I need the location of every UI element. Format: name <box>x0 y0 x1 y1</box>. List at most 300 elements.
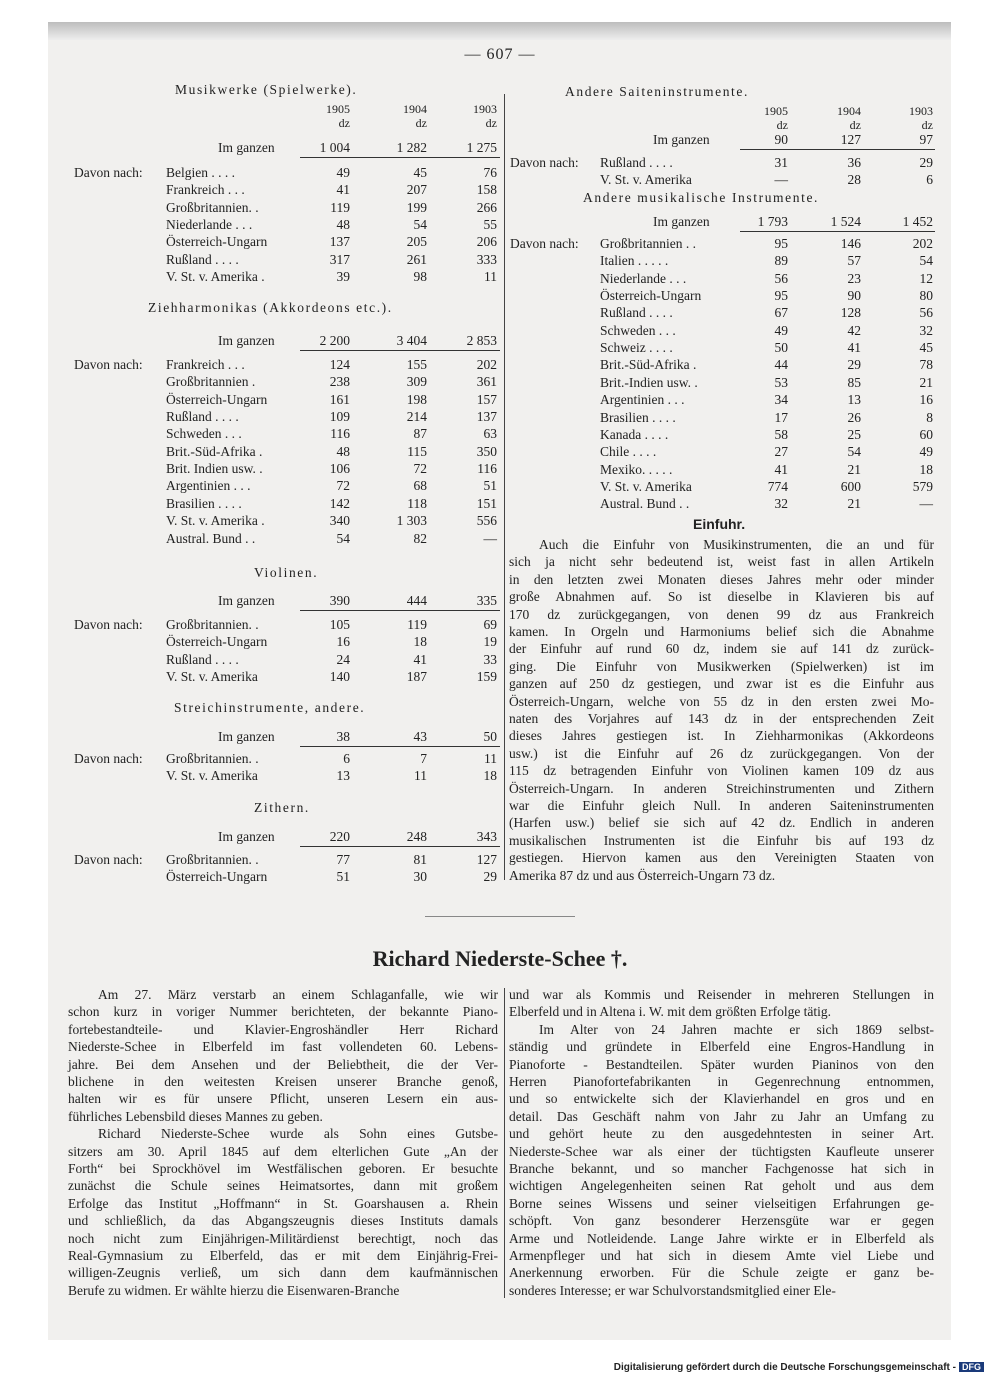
text-line: zunächst die Schule seines Heimatsortes, dann mit großem <box>68 1178 498 1194</box>
text-line: Anerkennung erworben. Für die Schule zeigte er ganz be- <box>509 1265 934 1281</box>
cell-value: 60 <box>919 426 933 442</box>
cell-value: 17 <box>774 409 788 425</box>
text-line: kamen. In Orgeln und Harmoniums belief sich die Abnahme <box>509 624 934 639</box>
country-label: Rußland . . . . <box>166 409 239 425</box>
total-value: 248 <box>406 829 427 844</box>
text-line: und gehört heute zu den ausgedehntesten in seiner Art. <box>509 1126 934 1142</box>
table-row <box>0 339 1000 356</box>
cell-value: 25 <box>847 426 861 442</box>
text-line: und so entwickelte sich der Klavierhandel en gros und en <box>509 1091 934 1107</box>
text-line: dieses Jahres gestiegen ist. In Ziehharmonikas (Akkordeons <box>509 728 934 744</box>
country-label: V. St. v. Amerika . <box>166 513 265 529</box>
cell-value: 29 <box>919 155 933 170</box>
country-label: Mexiko. . . . . <box>600 461 673 477</box>
davon-label: Davon nach: <box>74 165 143 180</box>
cell-value: 58 <box>774 426 788 442</box>
cell-value: 54 <box>919 253 933 269</box>
cell-value: 49 <box>774 322 788 338</box>
cell-value: 41 <box>847 340 861 356</box>
cell-value: 33 <box>483 651 497 667</box>
country-label: Argentinien . . . <box>600 392 685 408</box>
cell-value: 13 <box>847 392 861 408</box>
country-label: Rußland . . . . <box>166 651 239 667</box>
cell-value: 55 <box>483 217 497 233</box>
total-label: Im ganzen <box>218 333 275 348</box>
country-label: Schweden . . . <box>600 322 676 338</box>
country-label: Österreich-Ungarn <box>600 288 702 304</box>
total-value: 2 200 <box>319 333 350 348</box>
total-value: 90 <box>774 132 788 147</box>
cell-value: 57 <box>847 253 861 269</box>
cell-value: 48 <box>336 217 350 233</box>
cell-value: 41 <box>336 182 350 198</box>
dfg-logo: DFG <box>959 1362 984 1372</box>
cell-value: 95 <box>774 288 788 304</box>
country-label: Rußland . . . . <box>166 251 239 267</box>
text-line: Real-Gymnasium zu Elberfeld, das er mit dem Einjährig-Frei- <box>68 1248 498 1263</box>
text-line: gestiegen. Hiervon kamen aus den Vereinigten Staaten von <box>509 850 934 866</box>
table-title: Andere Saiteninstrumente. <box>565 84 749 99</box>
cell-value: 42 <box>847 322 861 338</box>
total-value: 1 004 <box>319 140 350 155</box>
table-rule <box>740 149 935 150</box>
cell-value: 109 <box>329 409 350 425</box>
cell-value: 579 <box>912 478 933 494</box>
cell-value: 8 <box>926 409 933 425</box>
unit-header: dz <box>776 118 788 132</box>
country-label: Austral. Bund . . <box>600 496 690 512</box>
table-row <box>0 391 1000 408</box>
cell-value: 72 <box>336 478 350 494</box>
total-label: Im ganzen <box>218 593 275 608</box>
text-line: Österreich-Ungarn. In anderen Streichinstrumenten und Zithern <box>509 780 934 796</box>
country-label: Brasilien . . . . <box>600 409 676 425</box>
table-row <box>0 512 1000 529</box>
table-row <box>0 287 1000 304</box>
cell-value: 34 <box>774 392 788 408</box>
cell-value: 67 <box>774 305 788 321</box>
cell-value: — <box>483 530 497 546</box>
cell-value: 21 <box>847 496 861 512</box>
year-header: 1904 <box>403 102 427 116</box>
text-line: 115 dz betragenden Einfuhr von Violinen kamen 109 dz aus <box>509 763 934 779</box>
cell-value: 206 <box>476 234 497 250</box>
text-line: Niederste-Schee in Elberfeld im fast vollendeten 60. Lebens- <box>68 1039 498 1055</box>
cell-value: 77 <box>336 852 350 867</box>
cell-value: 187 <box>406 669 427 685</box>
cell-value: 90 <box>847 288 861 304</box>
text-line: Herren Pianofortefabrikanten in Gegenrechnung entnommen, <box>509 1074 934 1089</box>
cell-value: 6 <box>926 172 933 188</box>
cell-value: 95 <box>774 236 788 251</box>
text-line: sitzers am 30. April 1845 auf dem elterlichen Gute „An der <box>68 1143 498 1159</box>
country-label: V. St. v. Amerika <box>600 478 692 494</box>
cell-value: 317 <box>329 251 350 267</box>
cell-value: 72 <box>413 461 427 477</box>
table-rule <box>300 610 500 611</box>
text-line: Österreich-Ungarn, welche von 55 dz in den ersten zwei Mo- <box>509 693 934 709</box>
davon-label: Davon nach: <box>510 236 579 251</box>
cell-value: 28 <box>847 172 861 188</box>
cell-value: 78 <box>919 357 933 373</box>
text-line: jahre. Bei dem Ansehen und der Beliebtheit, die der Ver- <box>68 1056 498 1072</box>
cell-value: 556 <box>476 513 497 529</box>
country-label: Rußland . . . . <box>600 305 673 321</box>
cell-value: 600 <box>840 478 861 494</box>
text-line: ganzen auf 250 dz gestiegen, und zwar ist es die Einfuhr aus <box>509 676 934 692</box>
total-value: 50 <box>483 729 497 744</box>
unit-header: dz <box>485 116 497 130</box>
total-value: 1 452 <box>902 214 933 229</box>
cell-value: 116 <box>330 426 350 442</box>
cell-value: 11 <box>414 768 427 784</box>
country-label: V. St. v. Amerika . <box>166 269 265 285</box>
total-value: 444 <box>406 593 427 608</box>
cell-value: 56 <box>774 270 788 286</box>
table-title: Violinen. <box>254 565 319 580</box>
table-title: Musikwerke (Spielwerke). <box>175 82 358 97</box>
cell-value: 63 <box>483 426 497 442</box>
country-label: Österreich-Ungarn <box>166 391 268 407</box>
cell-value: 85 <box>847 374 861 390</box>
country-label: Schweiz . . . . <box>600 340 673 356</box>
text-line: große Abnahmen auf. So ist dieselbe in Klavieren bis auf <box>509 589 934 605</box>
cell-value: 31 <box>774 155 788 170</box>
cell-value: 76 <box>483 165 497 180</box>
total-value: 43 <box>413 729 427 744</box>
total-value: 1 793 <box>757 214 788 229</box>
text-line: Auch die Einfuhr von Musikinstrumenten, die an und für <box>539 537 934 552</box>
country-label: Niederlande . . . <box>600 270 687 286</box>
cell-value: 45 <box>919 340 933 356</box>
cell-value: 50 <box>774 340 788 356</box>
cell-value: 41 <box>413 651 427 667</box>
table-row <box>0 374 1000 391</box>
cell-value: 146 <box>840 236 861 251</box>
year-header: 1905 <box>326 102 350 116</box>
text-line: war die Einfuhr gleich Null. In anderen Saiteninstrumenten <box>509 798 934 813</box>
country-label: Kanada . . . . <box>600 426 669 442</box>
table-row <box>0 356 1000 373</box>
cell-value: 124 <box>329 357 350 372</box>
scan-edge <box>48 22 951 40</box>
text-line: naten des Vorjahres auf 143 dz in der entsprechenden Zeit <box>509 711 934 726</box>
cell-value: 119 <box>407 617 427 632</box>
total-value: 220 <box>329 829 350 844</box>
cell-value: 54 <box>336 530 350 546</box>
country-label: Brit.-Indien usw. . <box>600 374 698 390</box>
text-line: Forth“ bei Sprockhövel im Westfälischen geboren. Er besuchte <box>68 1161 498 1176</box>
cell-value: 118 <box>407 495 427 511</box>
cell-value: 16 <box>919 392 933 408</box>
cell-value: 54 <box>847 444 861 460</box>
cell-value: 155 <box>406 357 427 372</box>
cell-value: 51 <box>336 869 350 885</box>
cell-value: 199 <box>406 199 427 215</box>
unit-header: dz <box>921 118 933 132</box>
cell-value: 1 303 <box>396 513 427 529</box>
cell-value: 39 <box>336 269 350 285</box>
cell-value: 19 <box>483 634 497 650</box>
country-label: V. St. v. Amerika <box>600 172 692 188</box>
table-rule <box>740 231 935 232</box>
cell-value: 207 <box>406 182 427 198</box>
year-header: 1903 <box>473 102 497 116</box>
text-line: schöpft. Von ganz besonderer Herzensgüte war er gegen <box>509 1213 934 1229</box>
table-row <box>0 426 1000 443</box>
table-row <box>0 304 1000 321</box>
cell-value: 48 <box>336 443 350 459</box>
text-line: halten wir es für unsere Pflicht, unseren Lesern ein aus- <box>68 1091 498 1107</box>
cell-value: 82 <box>413 530 427 546</box>
page-number: — 607 — <box>464 46 536 63</box>
country-label: Großbritannien . . <box>600 236 696 251</box>
total-value: 3 404 <box>396 333 427 348</box>
cell-value: 53 <box>774 374 788 390</box>
text-line: Niederste-Schee war als einer der tüchtigsten Kaufleute unserer <box>509 1143 934 1159</box>
table-row <box>0 235 1000 252</box>
country-label: Österreich-Ungarn <box>166 234 268 250</box>
total-value: 1 524 <box>830 214 861 229</box>
cell-value: 205 <box>406 234 427 250</box>
country-label: Brit. Indien usw. . <box>166 461 263 477</box>
country-label: Großbritannien. . <box>166 852 259 867</box>
text-line: Arme und Notleidende. Lange Jahre wirkte er in Elberfeld als <box>509 1230 934 1246</box>
cell-value: 115 <box>407 443 427 459</box>
cell-value: 68 <box>413 478 427 494</box>
table-title: Andere musikalische Instrumente. <box>583 190 820 205</box>
cell-value: 158 <box>476 182 497 198</box>
text-line: Borne seines Wissens und seiner vielseitigen Erfahrungen ge- <box>509 1195 934 1211</box>
cell-value: 361 <box>476 374 497 390</box>
text-line: Pianoforte - Bestandteilen. Später wurden Pianinos von den <box>509 1056 934 1072</box>
text-line: ständig und gründete in Elberfeld eine Engros-Handlung in <box>509 1039 934 1055</box>
cell-value: 54 <box>413 217 427 233</box>
article-title: Richard Niederste-Schee †. <box>372 946 628 971</box>
cell-value: 261 <box>406 251 427 267</box>
country-label: Brit.-Süd-Afrika . <box>600 357 697 373</box>
cell-value: 127 <box>476 852 497 867</box>
text-line: Amerika 87 dz und aus Österreich-Ungarn 73 dz. <box>509 867 776 883</box>
total-label: Im ganzen <box>653 214 710 229</box>
table-row <box>0 154 1000 171</box>
text-line: wichtigen Angelegenheiten seinen Rat geholt und aus dem <box>509 1178 934 1194</box>
total-label: Im ganzen <box>218 140 275 155</box>
total-value: 335 <box>476 593 497 608</box>
cell-value: 13 <box>336 768 350 784</box>
text-line: Branche bekannt, und so mancher Fachgenosse hat sich in <box>509 1161 934 1176</box>
cell-value: 11 <box>484 751 497 766</box>
cell-value: 6 <box>343 751 350 766</box>
unit-header: dz <box>338 116 350 130</box>
text-line: in den letzten zwei Monaten dieses Jahres mehr oder minder <box>509 571 934 587</box>
text-line: 170 dz zurückgegangen, von denen 99 dz aus Frankreich <box>509 606 934 622</box>
cell-value: 26 <box>847 409 861 425</box>
cell-value: 11 <box>484 269 497 285</box>
total-value: 127 <box>840 132 861 147</box>
total-value: 390 <box>329 593 350 608</box>
year-header: 1905 <box>764 104 788 118</box>
section-separator <box>425 916 575 917</box>
text-line: Richard Niederste-Schee wurde als Sohn eines Gutsbe- <box>98 1126 498 1142</box>
text-line: führliches Lebensbild dieses Mannes zu geben. <box>68 1108 323 1124</box>
table-row <box>0 322 1000 339</box>
country-label: Argentinien . . . <box>166 478 251 494</box>
cell-value: 116 <box>477 461 497 477</box>
text-line: ging. Die Einfuhr von Musikwerken (Spielwerken) ist im <box>509 658 934 674</box>
cell-value: 340 <box>329 513 350 529</box>
year-header: 1903 <box>909 104 933 118</box>
cell-value: 198 <box>406 391 427 407</box>
country-label: Belgien . . . . <box>166 165 235 180</box>
total-label: Im ganzen <box>218 829 275 844</box>
cell-value: 214 <box>406 409 427 425</box>
text-line: der Einfuhr auf rund 60 dz, indem sie auf 141 dz zurück- <box>509 641 934 657</box>
cell-value: 137 <box>476 409 497 425</box>
cell-value: 23 <box>847 270 861 286</box>
cell-value: 7 <box>420 751 427 766</box>
davon-label: Davon nach: <box>74 852 143 867</box>
davon-label: Davon nach: <box>510 155 579 170</box>
unit-header: dz <box>849 118 861 132</box>
cell-value: 18 <box>483 768 497 784</box>
table-row <box>0 478 1000 495</box>
country-label: V. St. v. Amerika <box>166 768 258 784</box>
cell-value: 128 <box>840 305 861 321</box>
text-line: fortebestandteile- und Klavier-Engroshändler Herr Richard <box>68 1021 498 1037</box>
text-line: noch nicht zum Einjährigen-Militärdienst berechtigt, noch das <box>68 1230 498 1246</box>
cell-value: 18 <box>919 461 933 477</box>
total-value: 1 282 <box>396 140 427 155</box>
footer-text: Digitalisierung gefördert durch die Deutsche Forschungsgemeinschaft - <box>613 1362 956 1373</box>
country-label: Frankreich . . . <box>166 357 245 372</box>
country-label: Italien . . . . . <box>600 253 669 269</box>
table-row <box>0 270 1000 287</box>
country-label: Niederlande . . . <box>166 217 253 233</box>
cell-value: 49 <box>919 444 933 460</box>
cell-value: 266 <box>476 199 497 215</box>
cell-value: — <box>919 496 933 512</box>
cell-value: 69 <box>483 617 497 632</box>
davon-label: Davon nach: <box>74 751 143 766</box>
cell-value: 32 <box>774 496 788 512</box>
table-row <box>0 171 1000 188</box>
cell-value: 29 <box>483 869 497 885</box>
cell-value: 151 <box>476 495 497 511</box>
text-line: schon kurz in voriger Nummer berichteten, der bekannte Piano- <box>68 1004 498 1020</box>
cell-value: 49 <box>336 165 350 180</box>
cell-value: 333 <box>476 251 497 267</box>
cell-value: 161 <box>329 391 350 407</box>
total-label: Im ganzen <box>218 729 275 744</box>
cell-value: 140 <box>329 669 350 685</box>
cell-value: 56 <box>919 305 933 321</box>
cell-value: 27 <box>774 444 788 460</box>
cell-value: 18 <box>413 634 427 650</box>
country-label: Schweden . . . <box>166 426 242 442</box>
total-row <box>0 213 1000 230</box>
unit-header: dz <box>415 116 427 130</box>
country-label: Chile . . . . <box>600 444 657 460</box>
table-row <box>0 443 1000 460</box>
cell-value: 36 <box>847 155 861 170</box>
table-row <box>0 252 1000 269</box>
cell-value: 89 <box>774 253 788 269</box>
cell-value: 45 <box>413 165 427 180</box>
text-line: Am 27. März verstarb an einem Schlaganfalle, wie wir <box>98 987 498 1002</box>
cell-value: 98 <box>413 269 427 285</box>
cell-value: 159 <box>476 669 497 685</box>
country-label: Österreich-Ungarn <box>166 634 268 650</box>
country-label: Österreich-Ungarn <box>166 869 268 885</box>
cell-value: 309 <box>406 374 427 390</box>
cell-value: — <box>774 172 788 188</box>
country-label: V. St. v. Amerika <box>166 669 258 685</box>
total-value: 343 <box>476 829 497 844</box>
cell-value: 29 <box>847 357 861 373</box>
cell-value: 238 <box>329 374 350 390</box>
total-row <box>0 131 1000 148</box>
cell-value: 350 <box>476 443 497 459</box>
country-label: Brit.-Süd-Afrika . <box>166 443 263 459</box>
cell-value: 21 <box>847 461 861 477</box>
total-value: 38 <box>336 729 350 744</box>
table-row <box>0 409 1000 426</box>
cell-value: 87 <box>413 426 427 442</box>
table-title: Streichinstrumente, andere. <box>174 700 366 715</box>
country-label: Rußland . . . . <box>600 155 673 170</box>
text-line: Im Alter von 24 Jahren machte er sich 1869 selbst- <box>539 1021 934 1037</box>
cell-value: 105 <box>329 617 350 632</box>
text-line: blichene in den weitesten Kreisen unserer Branche genoß, <box>68 1074 498 1089</box>
table-rule <box>300 846 500 847</box>
cell-value: 12 <box>919 270 933 286</box>
total-value: 1 275 <box>466 140 497 155</box>
text-line: Berufe zu widmen. Er wählte hierzu die Eisenwaren-Branche <box>68 1282 400 1298</box>
text-line: usw.) ist die Einfuhr auf 26 dz zurückgegangen. Von der <box>509 745 934 761</box>
table-title: Ziehharmonikas (Akkordeons etc.). <box>148 300 393 315</box>
text-line: Elberfeld und in Altena i. W. mit dem größten Erfolge tätig. <box>509 1004 832 1020</box>
total-value: 97 <box>919 132 933 147</box>
cell-value: 202 <box>912 236 933 251</box>
text-line: und war als Kommis und Reisender in mehreren Stellungen in <box>509 987 934 1002</box>
total-value: 2 853 <box>466 333 497 348</box>
cell-value: 51 <box>483 478 497 494</box>
einfuhr-heading: Einfuhr. <box>693 516 746 532</box>
cell-value: 32 <box>919 322 933 338</box>
cell-value: 774 <box>767 478 788 494</box>
cell-value: 41 <box>774 461 788 477</box>
cell-value: 16 <box>336 634 350 650</box>
country-label: Austral. Bund . . <box>166 530 256 546</box>
text-line: Erfolge das Institut „Hoffmann“ in St. Goarshausen a. Rhein <box>68 1195 498 1211</box>
cell-value: 157 <box>476 391 497 407</box>
text-line: und schließlich, da das Abgangszeugnis dieses Instituts damals <box>68 1213 498 1229</box>
cell-value: 81 <box>413 852 427 867</box>
cell-value: 137 <box>329 234 350 250</box>
table-row <box>0 461 1000 478</box>
country-label: Frankreich . . . <box>166 182 245 198</box>
cell-value: 119 <box>330 199 350 215</box>
cell-value: 30 <box>413 869 427 885</box>
text-line: musikalischen Instrumenten ist die Einfuhr bis auf 193 dz <box>509 832 934 848</box>
country-label: Brasilien . . . . <box>166 495 242 511</box>
country-label: Großbritannien . <box>166 374 256 390</box>
cell-value: 21 <box>919 374 933 390</box>
cell-value: 44 <box>774 357 788 373</box>
text-line: sich ja nicht sehr bedeutend ist, weist fast in allen Artikeln <box>509 554 934 570</box>
total-label: Im ganzen <box>653 132 710 147</box>
